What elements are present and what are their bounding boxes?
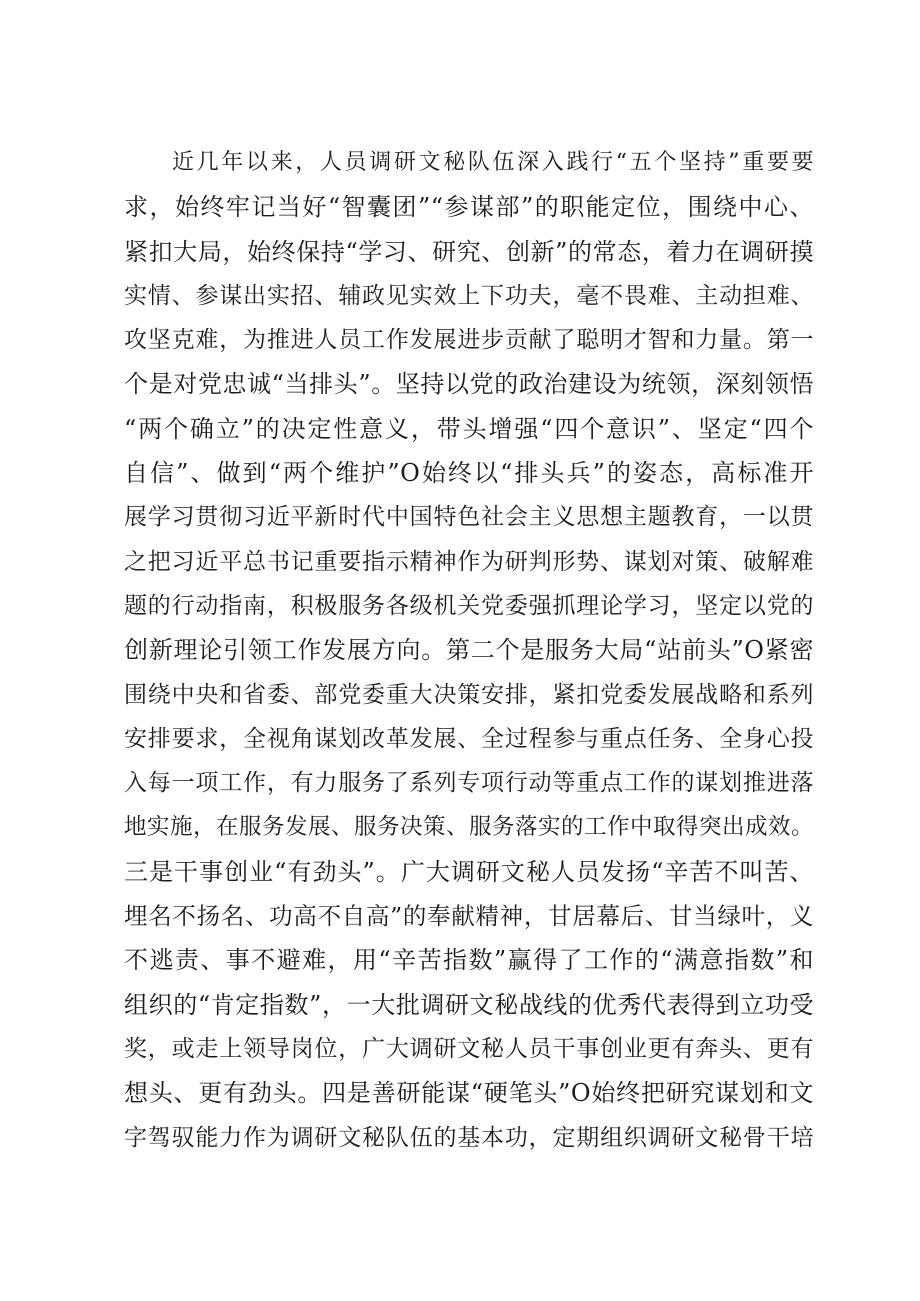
text-line: 自信”、做到“两个维护”O始终以“排头兵”的姿态，高标准开 <box>124 459 814 488</box>
text-line: 安排要求，全视角谋划改革发展、全过程参与重点任务、全身心投 <box>124 725 814 752</box>
text-line: 近几年以来，人员调研文秘队伍深入践行“五个坚持”重要要 <box>172 150 814 175</box>
text-line: 三是干事创业“有劲头”。广大调研文秘人员发扬“辛苦不叫苦、 <box>124 857 814 886</box>
text-line: 奖，或走上领导岗位，广大调研文秘人员干事创业更有奔头、更有 <box>124 1035 814 1062</box>
text-line: 创新理论引领工作发展方向。第二个是服务大局“站前头”O紧密 <box>124 636 814 665</box>
body-paragraph <box>124 141 814 1160</box>
text-line: “两个确立”的决定性意义，带头增强“四个意识”、坚定“四个 <box>124 414 814 443</box>
text-line: 题的行动指南，积极服务各级机关党委强抓理论学习，坚定以党的 <box>124 592 814 619</box>
text-line: 求，始终牢记当好“智囊团”“参谋部”的职能定位，围绕中心、 <box>124 193 814 222</box>
text-line: 围绕中央和省委、部党委重大决策安排，紧扣党委发展战略和系列 <box>124 681 814 708</box>
text-line: 展学习贯彻习近平新时代中国特色社会主义思想主题教育，一以贯 <box>124 504 814 531</box>
text-line: 地实施，在服务发展、服务决策、服务落实的工作中取得突出成效。 <box>124 814 815 841</box>
text-line: 个是对党忠诚“当排头”。坚持以党的政治建设为统领，深刻领悟 <box>124 370 814 399</box>
text-line: 组织的“肯定指数”，一大批调研文秘战线的优秀代表得到立功受 <box>124 990 814 1019</box>
text-line: 字驾驭能力作为调研文秘队伍的基本功，定期组织调研文秘骨干培 <box>124 1124 814 1151</box>
text-line: 入每一项工作，有力服务了系列专项行动等重点工作的谋划推进落 <box>124 770 814 797</box>
text-line: 埋名不扬名、功高不自高”的奉献精神，甘居幕后、甘当绿叶，义 <box>124 902 814 931</box>
text-line: 实情、参谋出实招、辅政见实效上下功夫，毫不畏难、主动担难、 <box>124 282 814 309</box>
text-line: 攻坚克难，为推进人员工作发展进步贡献了聪明才智和力量。第一 <box>124 327 814 354</box>
text-line: 之把习近平总书记重要指示精神作为研判形势、谋划对策、破解难 <box>124 548 814 575</box>
text-line: 紧扣大局，始终保持“学习、研究、创新”的常态，着力在调研摸 <box>124 237 814 266</box>
text-line: 不逃责、事不避难，用“辛苦指数”赢得了工作的“满意指数”和 <box>124 946 814 975</box>
text-line: 想头、更有劲头。四是善研能谋“硬笔头”O始终把研究谋划和文 <box>124 1079 814 1108</box>
